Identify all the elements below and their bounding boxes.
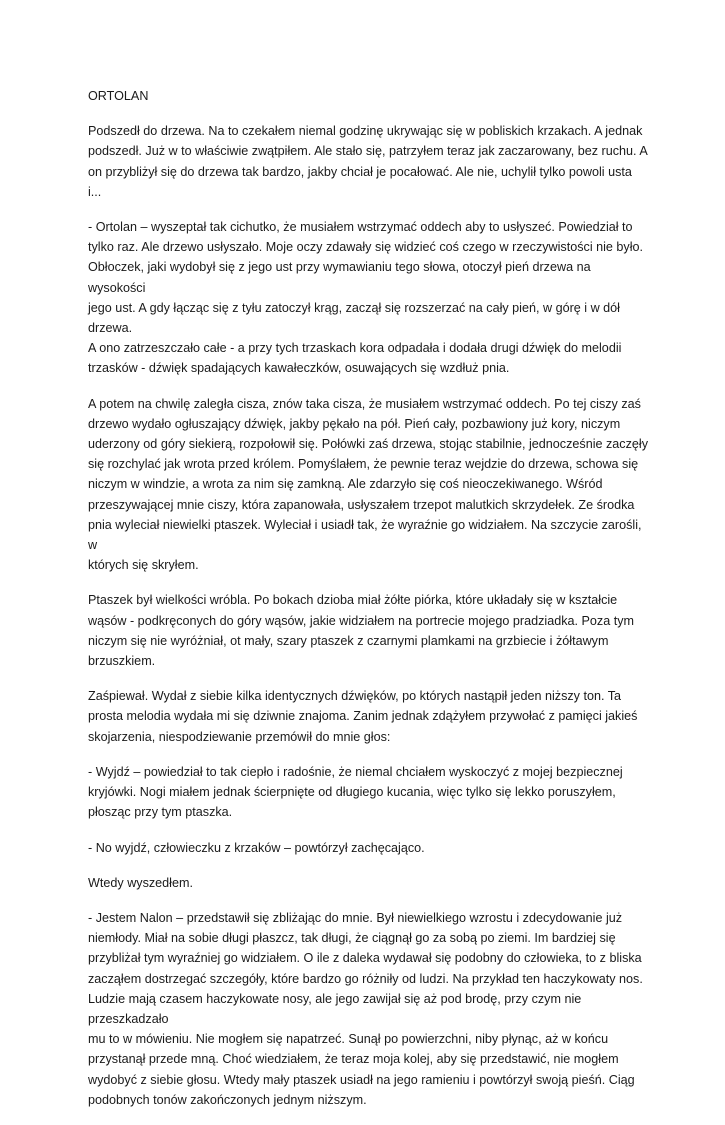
document-title: ORTOLAN <box>88 89 149 103</box>
paragraph: - Jestem Nalon – przedstawił się zbliżając do mnie. Był niewielkiego wzrostu i zdecydowanie już niemłody. Miał na sobie długi płaszcz, tak długi, że ciągnął go za sobą po ziemi. Im bardziej się przybliżał tym wyraźniej go widziałem. O ile z daleka wydawał się podobny do człowieka, to z bliska zacząłem dostrzegać szczegóły, które bardzo go różniły od ludzi. Na przykład ten haczykowaty nos. Ludzie mają czasem haczykowate nosy, ale jego zawijał się aż pod brodę, przy czym nie przeszkadzało mu to w mówieniu. Nie mogłem się napatrzeć. Sunął po powierzchni, niby płynąc, aż w końcu przystanął przede mną. Choć wiedziałem, że teraz moja kolej, aby się przedstawić, nie mogłem wydobyć z siebie głosu. Wtedy mały ptaszek usiadł na jego ramieniu i powtórzył swoją pieśń. Ciąg podobnych tonów zakończonych jednym niższym. <box>88 910 643 1107</box>
paragraph: Podszedł do drzewa. Na to czekałem niemal godzinę ukrywając się w pobliskich krzakach. A jednak podszedł. Już w to właściwie zwątpiłem. Ale stało się, patrzyłem teraz jak zaczarowany, bez ruchu. A on przybliżył się do drzewa tak bardzo, jakby chciał je pocałować. Ale nie, uchylił tylko powoli usta i... <box>88 124 648 199</box>
paragraph: - No wyjdź, człowieczku z krzaków – powtórzył zachęcająco. <box>88 840 425 855</box>
paragraph: Wtedy wyszedłem. <box>88 875 193 890</box>
paragraph: A potem na chwilę zaległa cisza, znów taka cisza, że musiałem wstrzymać oddech. Po tej ciszy zaś drzewo wydało ogłuszający dźwięk, jakby pękało na pół. Pień cały, pozbawiony już kory, niczym uderzony od góry siekierą, rozpołowił się. Połówki zaś drzewa, stojąc stabilnie, jednocześnie zaczęły się rozchylać jak wrota przed królem. Pomyślałem, że pewnie teraz wejdzie do drzewa, schowa się niczym w windzie, a wrota za nim się zamkną. Ale zdarzyło się coś nieoczekiwanego. Wśród przeszywającej mnie ciszy, która zapanowała, usłyszałem trzepot malutkich skrzydełek. Ze środka pnia wyleciał niewielki ptaszek. Wyleciał i usiadł tak, że wyraźnie go widziałem. Na szczycie zarośli, w których się skryłem. <box>88 396 648 573</box>
paragraph: - Wyjdź – powiedział to tak ciepło i radośnie, że niemal chciałem wyskoczyć z mojej bezpiecznej kryjówki. Nogi miałem jednak ścierpnięte od długiego kucania, więc tylko się lekko poruszyłem, płosząc przy tym ptaszka. <box>88 764 623 820</box>
paragraph: Zaśpiewał. Wydał z siebie kilka identycznych dźwięków, po których nastąpił jeden niższy ton. Ta prosta melodia wydała mi się dziwnie znajoma. Zanim jednak zdążyłem przywołać z pamięci jakieś skojarzenia, niespodziewanie przemówił do mnie głos: <box>88 689 638 744</box>
paragraph: Ptaszek był wielkości wróbla. Po bokach dzioba miał żółte piórka, które układały się w kształcie wąsów - podkręconych do góry wąsów, jakie widziałem na portrecie mojego pradziadka. Poza tym niczym się nie wyróżniał, ot mały, szary ptaszek z czarnymi plamkami na grzbiecie i żółtawym brzuszkiem. <box>88 593 634 669</box>
paragraph: - Ortolan – wyszeptał tak cichutko, że musiałem wstrzymać oddech aby to usłyszeć. Powiedział to tylko raz. Ale drzewo usłyszało. Moje oczy zdawały się widzieć coś czego w rzeczywistości nie było. Obłoczek, jaki wydobył się z jego ust przy wymawianiu tego słowa, otoczył pień drzewa na wysokości jego ust. A gdy łącząc się z tyłu zatoczył krąg, zaczął się rozszerzać na cały pień, w górę i w dół drzewa. A ono zatrzeszczało całe - a przy tych trzaskach kora odpadała i dodała drugi dźwięk do melodii trzasków - dźwięk spadających kawałeczków, osuwających się wzdłuż pnia. <box>88 220 644 376</box>
document-page <box>88 86 648 1125</box>
